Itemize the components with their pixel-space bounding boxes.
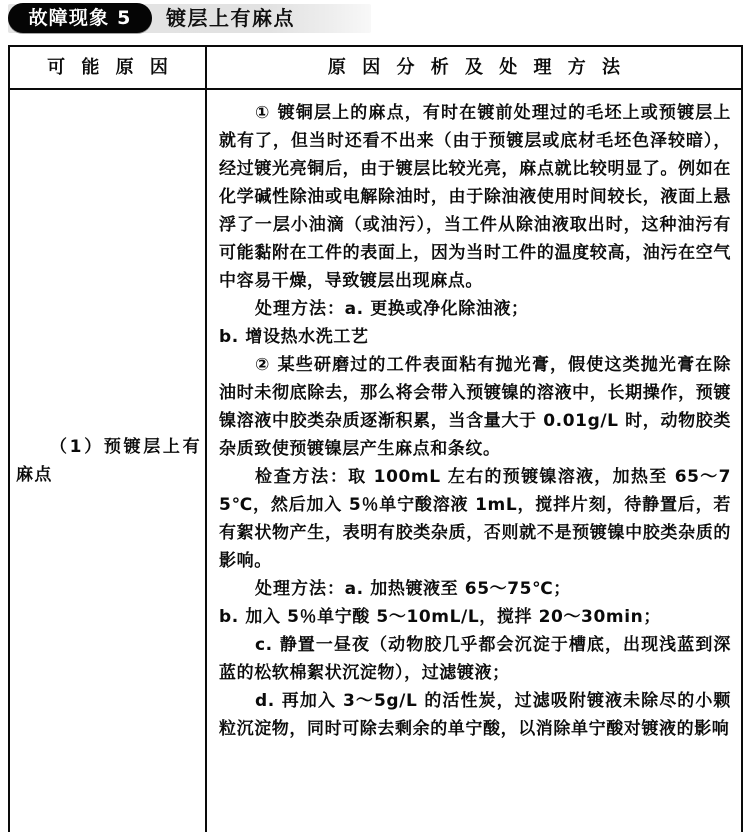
table-header-cell-analysis: [207, 47, 741, 88]
method-label: 检查方法: [255, 467, 330, 487]
fault-number-badge-label: 故障现象 5: [28, 7, 132, 29]
table-header-row: [10, 47, 741, 90]
table-cell-cause: [10, 90, 207, 832]
cause-cell-inner: [10, 90, 205, 832]
table-row: [10, 90, 741, 832]
analysis-paragraph-8: c. 静置一昼夜（动物胶几乎都会沉淀于槽底，出现浅蓝到深蓝的松软棉絮状沉淀物），过滤镀液；: [219, 635, 731, 683]
analysis-paragraph-9: d. 再加入 3～5g/L 的活性炭，过滤吸附镀液未除尽的小颗粒沉淀物，同时可除去剩余的单宁酸，以消除单宁酸对镀液的影响: [219, 691, 731, 739]
analysis-paragraph-1: ① 镀铜层上的麻点，有时在镀前处理过的毛坯上或预镀层上就有了，但当时还看不出来（由于预镀层或底材毛坯色泽较暗），经过镀光亮铜后，由于镀层比较光亮，麻点就比较明显了。例如在化学碱性除油或电解除油时，由于除油液使用时间较长，液面上悬浮了一层小油滴（或油污），当工件从除油液取出时，这种油污有可能黏附在工件的表面上，因为当时工件的温度较高，油污在空气中容易干燥，导致镀层出现麻点。: [219, 103, 731, 291]
table-header-cell-cause: [10, 47, 207, 88]
table-header-analysis-label: 原 因 分 析 及 处 理 方 法: [327, 57, 626, 78]
analysis-paragraph-3: b. 增设热水洗工艺: [219, 327, 369, 347]
cause-text: （1）预镀层上有麻点: [16, 437, 201, 485]
analysis-paragraph-5: 检查方法：取 100mL 左右的预镀镍溶液，加热至 65～75℃，然后加入 5％单宁酸溶液 1mL，搅拌片刻，待静置后，若有絮状物产生，表明有胶类杂质，否则就不是预镀镍中胶类杂质的影响。: [219, 467, 732, 571]
fault-header-banner: [0, 0, 751, 38]
method-label: 处理方法: [255, 579, 327, 599]
fault-title: 镀层上有麻点: [166, 6, 295, 30]
analysis-paragraph-7: b. 加入 5％单宁酸 5～10mL/L，搅拌 20～30min；: [219, 607, 661, 627]
fault-table: [8, 45, 743, 832]
analysis-paragraph-2: 处理方法：a. 更换或净化除油液；: [255, 299, 529, 319]
analysis-content: [207, 90, 741, 753]
analysis-paragraph-4: ② 某些研磨过的工件表面粘有抛光膏，假使这类抛光膏在除油时未彻底除去，那么将会带入预镀镍的溶液中，长期操作，预镀镍溶液中胶类杂质逐渐积累，当含量大于 0.01g/L 时，动物胶类杂质致使预镀镍层产生麻点和条纹。: [219, 355, 731, 459]
table-header-cause-label: 可 能 原 因: [47, 57, 173, 78]
fault-number-badge: [8, 3, 152, 33]
analysis-paragraph-6: 处理方法：a. 加热镀液至 65～75℃；: [255, 579, 571, 599]
method-label: 处理方法: [255, 299, 327, 319]
table-cell-analysis: [207, 90, 741, 832]
